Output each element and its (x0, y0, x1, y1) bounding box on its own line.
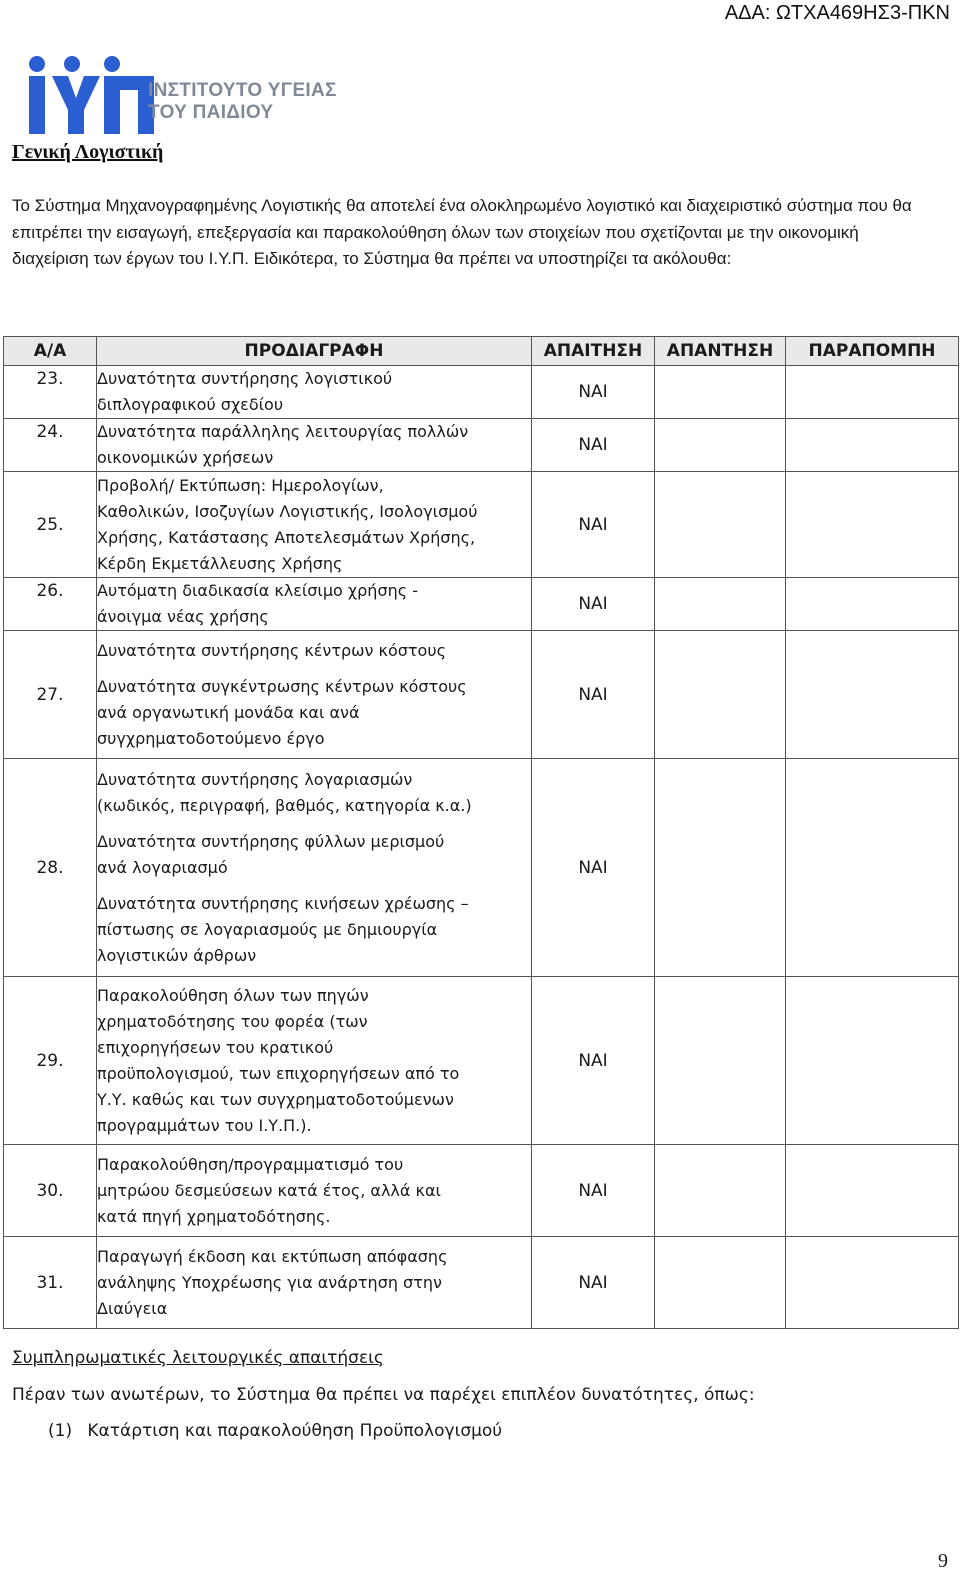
table-row (4, 977, 959, 1145)
row-number: 26. (4, 578, 97, 631)
table-row (4, 472, 959, 578)
row-spec (97, 977, 532, 1145)
spec-line: προγραμμάτων του Ι.Υ.Π.). (97, 1115, 312, 1135)
row-answer-cell[interactable] (655, 578, 786, 631)
spec-line: Κέρδη Εκμετάλλευσης Χρήσης (97, 553, 343, 573)
spec-line: διπλογραφικού σχεδίου (97, 395, 284, 414)
spec-block (97, 674, 531, 752)
row-number: 24. (4, 419, 97, 472)
spec-line: συγχρηματοδοτούμενο έργο (97, 728, 325, 748)
spec-block (97, 638, 531, 664)
row-spec (97, 631, 532, 759)
row-reference-cell[interactable] (786, 759, 959, 977)
iyp-logo-mark-icon (26, 54, 156, 136)
spec-line: οικονομικών χρήσεων (97, 448, 274, 467)
table-row (4, 366, 959, 419)
row-answer-cell[interactable] (655, 977, 786, 1145)
row-reference-cell[interactable] (786, 631, 959, 759)
page-title: Γενική Λογιστική (12, 141, 164, 163)
row-requirement: ΝΑΙ (532, 1145, 655, 1237)
logo-line-1: ΙΝΣΤΙΤΟΥΤΟ ΥΓΕΙΑΣ (148, 80, 337, 101)
list-item-number: (1) (48, 1421, 73, 1441)
spec-line: Δυνατότητα συντήρησης κέντρων κόστους (97, 640, 446, 660)
spec-line: επιχορηγήσεων του κρατικού (97, 1037, 334, 1057)
supplementary-list-item (48, 1421, 502, 1441)
spec-line: Υ.Υ. καθώς και των συγχρηματοδοτούμενων (97, 1089, 454, 1109)
row-number: 28. (4, 759, 97, 977)
row-spec (97, 1237, 532, 1329)
table-row (4, 578, 959, 631)
row-reference-cell[interactable] (786, 472, 959, 578)
ada-code: ΑΔΑ: ΩΤΧΑ469ΗΣ3-ΠΚΝ (724, 2, 950, 24)
row-number: 27. (4, 631, 97, 759)
institute-logo (26, 54, 356, 136)
row-reference-cell[interactable] (786, 1237, 959, 1329)
row-number: 29. (4, 977, 97, 1145)
table-row (4, 1237, 959, 1329)
spec-line: Προβολή/ Εκτύπωση: Ημερολογίων, (97, 475, 384, 495)
list-item-text: Κατάρτιση και παρακολούθηση Προϋπολογισμού (87, 1421, 503, 1441)
col-header-ans: ΑΠΑΝΤΗΣΗ (655, 337, 786, 366)
spec-line: Παραγωγή έκδοση και εκτύπωση απόφασης (97, 1246, 448, 1266)
row-answer-cell[interactable] (655, 759, 786, 977)
row-reference-cell[interactable] (786, 977, 959, 1145)
spec-block (97, 767, 531, 819)
col-header-req: ΑΠΑΙΤΗΣΗ (532, 337, 655, 366)
row-answer-cell[interactable] (655, 1145, 786, 1237)
spec-line: Καθολικών, Ισοζυγίων Λογιστικής, Ισολογισμού (97, 501, 478, 521)
row-reference-cell[interactable] (786, 419, 959, 472)
row-number: 25. (4, 472, 97, 578)
row-spec (97, 366, 532, 419)
spec-line: Δυνατότητα παράλληλης λειτουργίας πολλών (97, 422, 469, 441)
spec-line: ανά λογαριασμό (97, 857, 228, 877)
col-header-spec: ΠΡΟΔΙΑΓΡΑΦΗ (97, 337, 532, 366)
spec-line: κατά πηγή χρηματοδότησης. (97, 1206, 331, 1226)
spec-line: Χρήσης, Κατάστασης Αποτελεσμάτων Χρήσης, (97, 527, 476, 547)
table-row (4, 419, 959, 472)
spec-line: Δυνατότητα συντήρησης λογαριασμών (97, 769, 413, 789)
logo-text (148, 80, 337, 124)
table-row (4, 1145, 959, 1237)
row-answer-cell[interactable] (655, 1237, 786, 1329)
row-reference-cell[interactable] (786, 1145, 959, 1237)
logo-line-2: ΤΟΥ ΠΑΙΔΙΟΥ (148, 102, 274, 123)
row-number: 23. (4, 366, 97, 419)
spec-line: Παρακολούθηση/προγραμματισμό του (97, 1154, 404, 1174)
specification-table (3, 336, 959, 1329)
spec-line: προϋπολογισμού, των επιχορηγήσεων από το (97, 1063, 460, 1083)
spec-line: (κωδικός, περιγραφή, βαθμός, κατηγορία κ.α.) (97, 795, 472, 815)
spec-line: ανά οργανωτική μονάδα και ανά (97, 702, 360, 722)
spec-line: πίστωσης σε λογαριασμούς με δημιουργία (97, 919, 438, 939)
row-requirement: ΝΑΙ (532, 1237, 655, 1329)
row-requirement: ΝΑΙ (532, 472, 655, 578)
spec-block (97, 829, 531, 881)
page-number: 9 (938, 1550, 948, 1572)
supplementary-text: Πέραν των ανωτέρων, το Σύστημα θα πρέπει να παρέχει επιπλέον δυνατότητες, όπως: (12, 1385, 755, 1405)
row-spec (97, 759, 532, 977)
spec-line: λογιστικών άρθρων (97, 945, 257, 965)
spec-line: χρηματοδότησης του φορέα (των (97, 1011, 368, 1031)
row-number: 31. (4, 1237, 97, 1329)
col-header-num: Α/Α (4, 337, 97, 366)
table-row (4, 631, 959, 759)
col-header-ref: ΠΑΡΑΠΟΜΠΗ (786, 337, 959, 366)
row-requirement: ΝΑΙ (532, 366, 655, 419)
row-spec (97, 578, 532, 631)
spec-line: Δυνατότητα συντήρησης κινήσεων χρέωσης – (97, 893, 469, 913)
row-number: 30. (4, 1145, 97, 1237)
supplementary-title: Συμπληρωματικές λειτουργικές απαιτήσεις (12, 1348, 384, 1368)
row-requirement: ΝΑΙ (532, 419, 655, 472)
row-answer-cell[interactable] (655, 366, 786, 419)
intro-paragraph: Το Σύστημα Μηχανογραφημένης Λογιστικής θα αποτελεί ένα ολοκληρωμένο λογιστικό και διαχειριστικό σύστημα που θα επιτρέπει την εισαγωγή, επεξεργασία και παρακολούθηση όλων των στοιχείων που σχετίζονται με την οικονομική διαχείριση των έργων του Ι.Υ.Π. Ειδικότερα, το Σύστημα θα πρέπει να υποστηρίζει τα ακόλουθα: (12, 196, 912, 268)
row-spec (97, 1145, 532, 1237)
spec-line: μητρώου δεσμεύσεων κατά έτος, αλλά και (97, 1180, 441, 1200)
table-header-row (4, 337, 959, 366)
table-row (4, 759, 959, 977)
spec-line: ανάληψης Υποχρέωσης για ανάρτηση στην (97, 1272, 442, 1292)
spec-line: Δυνατότητα συντήρησης λογιστικού (97, 369, 393, 388)
row-answer-cell[interactable] (655, 631, 786, 759)
spec-line: άνοιγμα νέας χρήσης (97, 607, 269, 626)
row-answer-cell[interactable] (655, 472, 786, 578)
spec-line: Δυνατότητα συγκέντρωσης κέντρων κόστους (97, 676, 467, 696)
row-spec (97, 419, 532, 472)
spec-line: Δυνατότητα συντήρησης φύλλων μερισμού (97, 831, 445, 851)
row-reference-cell[interactable] (786, 366, 959, 419)
spec-line: Αυτόματη διαδικασία κλείσιμο χρήσης - (97, 581, 418, 600)
row-requirement: ΝΑΙ (532, 631, 655, 759)
spec-line: Διαύγεια (97, 1298, 168, 1318)
spec-line: Παρακολούθηση όλων των πηγών (97, 985, 369, 1005)
row-answer-cell[interactable] (655, 419, 786, 472)
row-requirement: ΝΑΙ (532, 578, 655, 631)
row-requirement: ΝΑΙ (532, 759, 655, 977)
row-requirement: ΝΑΙ (532, 977, 655, 1145)
row-spec (97, 472, 532, 578)
spec-block (97, 891, 531, 969)
row-reference-cell[interactable] (786, 578, 959, 631)
